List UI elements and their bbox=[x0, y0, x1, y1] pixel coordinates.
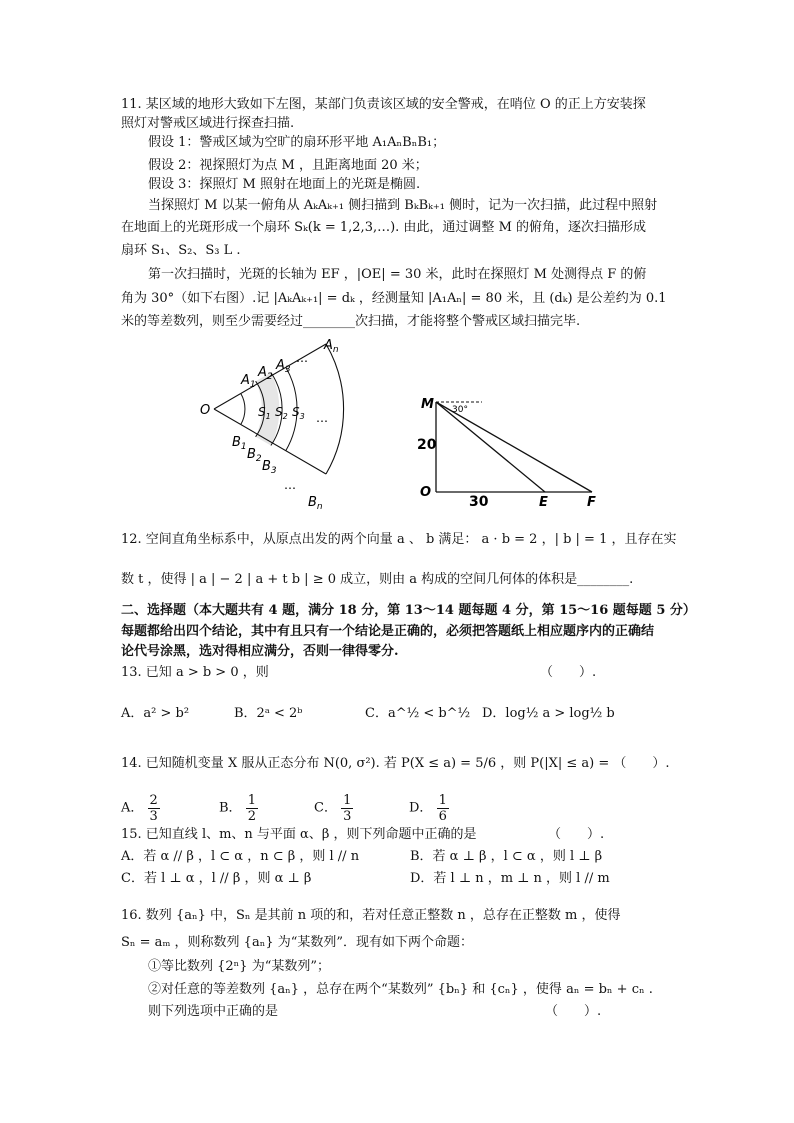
sector-annulus-figure bbox=[196, 334, 366, 514]
q14-option-b-fraction bbox=[246, 793, 258, 824]
label-o: O bbox=[200, 403, 211, 418]
segment-mf bbox=[436, 402, 592, 492]
q15-option-b: B．若 α ⊥ β ，l ⊂ α ，则 l ⊥ β bbox=[410, 849, 603, 864]
label-a3: $A_3$ bbox=[276, 358, 291, 375]
q14-option-c-label: C． bbox=[314, 800, 337, 816]
q11-assumption-2: 假设 2：视探照灯为点 M ，且距离地面 20 米； bbox=[148, 158, 428, 173]
q11-line-8: 扇环 S₁、S₂、S₃ L . bbox=[121, 243, 241, 258]
segment-me bbox=[436, 402, 545, 492]
label-an: $A_n$ bbox=[324, 338, 339, 355]
section2-line-2: 每题都给出四个结论，其中有且只有一个结论是正确的，必须把答题纸上相应题序内的正确结 bbox=[121, 624, 655, 639]
q14-option-c-den: 3 bbox=[343, 809, 352, 824]
label-b3: $B_3$ bbox=[262, 459, 277, 476]
q14-option-c bbox=[314, 793, 353, 827]
q16-answer-paren: （ ）. bbox=[545, 1004, 602, 1019]
q14-option-b bbox=[219, 793, 258, 827]
q14-option-d bbox=[409, 793, 449, 827]
q11-line-10: 角为 30°（如下右图）.记 |AₖAₖ₊₁| = dₖ ，经测量知 |A₁Aₙ| = 80 米，且 (dₖ) 是公差约为 0.1 bbox=[121, 291, 667, 306]
q15-option-d: D．若 l ⊥ n ，m ⊥ n ，则 l // m bbox=[410, 871, 610, 886]
label-bn: $B_n$ bbox=[308, 495, 323, 512]
q11-line-11: 米的等差数列，则至少需要经过________次扫描，才能将整个警戒区域扫描完毕. bbox=[121, 314, 581, 329]
q11-line-6: 当探照灯 M 以某一俯角从 AₖAₖ₊₁ 侧扫描到 BₖBₖ₊₁ 侧时，记为一次扫描，此过程中照射 bbox=[148, 198, 658, 213]
base-label: 30 bbox=[469, 494, 489, 510]
q14-option-d-den: 6 bbox=[438, 809, 447, 824]
q14-option-d-fraction bbox=[437, 793, 449, 824]
label-o-right: O bbox=[420, 485, 432, 500]
label-s1: $S_1$ bbox=[258, 405, 271, 421]
q16-line-2: Sₙ = aₘ ，则称数列 {aₙ} 为“某数列”．现有如下两个命题： bbox=[121, 935, 474, 950]
q16-line-5: 则下列选项中正确的是 bbox=[148, 1004, 279, 1019]
q14-option-d-num: 1 bbox=[438, 793, 447, 808]
q14-option-a-label: A． bbox=[121, 800, 144, 816]
q15-option-c: C．若 l ⊥ α ，l // β ，则 α ⊥ β bbox=[121, 871, 312, 886]
section2-line-1: 二、选择题（本大题共有 4 题，满分 18 分，第 13～14 题每题 4 分，第 15～16 题每题 5 分） bbox=[121, 603, 696, 618]
label-s3: $S_3$ bbox=[292, 405, 305, 421]
q11-assumption-1: 假设 1：警戒区域为空旷的扇环形平地 A₁AₙBₙB₁； bbox=[148, 135, 446, 150]
q14-option-c-num: 1 bbox=[343, 793, 352, 808]
label-m: M bbox=[421, 397, 434, 412]
q14-option-d-label: D． bbox=[409, 800, 433, 816]
q12-line-2: 数 t ，使得 | a | − 2 | a + t b | ≥ 0 成立，则由 a 构成的空间几何体的体积是________. bbox=[121, 572, 634, 587]
searchlight-triangle-figure bbox=[414, 392, 604, 510]
q16-line-1: 16. 数列 {aₙ} 中，Sₙ 是其前 n 项的和，若对任意正整数 n ，总存在正整数 m ，使得 bbox=[121, 908, 621, 923]
label-a2: $A_2$ bbox=[258, 365, 273, 382]
q15-option-a: A．若 α // β ，l ⊂ α ，n ⊂ β ，则 l // n bbox=[121, 849, 360, 864]
label-b1: $B_1$ bbox=[232, 435, 247, 452]
q14-option-a-num: 2 bbox=[149, 793, 158, 808]
label-b2: $B_2$ bbox=[247, 447, 262, 464]
dots-middle: … bbox=[316, 411, 328, 425]
q11-line-7: 在地面上的光斑形成一个扇环 Sₖ(k = 1,2,3,…). 由此，通过调整 M 的俯角，逐次扫描形成 bbox=[121, 220, 647, 235]
q14-option-b-den: 2 bbox=[247, 809, 256, 824]
label-a1: $A_1$ bbox=[241, 373, 256, 390]
q11-assumption-3: 假设 3：探照灯 M 照射在地面上的光斑是椭圆. bbox=[148, 177, 421, 192]
height-label: 20 bbox=[417, 437, 437, 453]
q11-line-2: 照灯对警戒区域进行探查扫描. bbox=[121, 116, 295, 131]
q13-stem: 13. 已知 a > b > 0 ，则 bbox=[121, 665, 269, 680]
q14-option-b-label: B． bbox=[219, 800, 242, 816]
q12-line-1: 12. 空间直角坐标系中，从原点出发的两个向量 a 、 b 满足： a · b = 2 ，| b | = 1 ，且存在实 bbox=[121, 532, 677, 547]
q13-option-b: B．2ᵃ < 2ᵇ bbox=[234, 706, 303, 721]
q14-option-a-fraction bbox=[148, 793, 160, 824]
q15-answer-paren: （ ）. bbox=[548, 827, 605, 842]
label-e: E bbox=[539, 495, 548, 510]
q15-stem: 15. 已知直线 l、m、n 与平面 α、β ，则下列命题中正确的是 bbox=[121, 827, 477, 842]
q11-line-9: 第一次扫描时，光斑的长轴为 EF ，|OE| = 30 米，此时在探照灯 M 处测得点 F 的俯 bbox=[148, 267, 647, 282]
dots-bottom: … bbox=[284, 478, 296, 492]
q13-answer-paren: （ ）. bbox=[540, 665, 597, 680]
q11-line-1: 11. 某区域的地形大致如下左图，某部门负责该区域的安全警戒，在哨位 O 的正上方安装探 bbox=[121, 97, 646, 112]
angle-label: 30° bbox=[452, 405, 468, 415]
arc-inner bbox=[241, 394, 245, 425]
section2-line-3: 论代号涂黑，选对得相应满分，否则一律得零分. bbox=[121, 644, 399, 659]
q16-proposition-1: ①等比数列 {2ⁿ} 为“某数列”； bbox=[148, 959, 330, 974]
q13-option-a: A．a² > b² bbox=[121, 706, 190, 721]
arc-outer bbox=[326, 344, 344, 474]
q14-option-c-fraction bbox=[341, 793, 353, 824]
q16-proposition-2: ②对任意的等差数列 {aₙ} ，总存在两个“某数列” {bₙ} 和 {cₙ} ，使得 aₙ = bₙ + cₙ . bbox=[148, 982, 653, 997]
label-s2: $S_2$ bbox=[275, 405, 288, 421]
q13-option-d: D．log½ a > log½ b bbox=[482, 706, 615, 721]
label-f: F bbox=[587, 495, 596, 510]
q14-option-b-num: 1 bbox=[247, 793, 256, 808]
q13-option-c: C．a^½ < b^½ bbox=[365, 706, 471, 721]
dots-top: … bbox=[296, 351, 308, 365]
q14-stem: 14. 已知随机变量 X 服从正态分布 N(0, σ²). 若 P(X ≤ a) = 5/6 ，则 P(|X| ≤ a) = （ ）. bbox=[121, 756, 670, 771]
q14-option-a-den: 3 bbox=[149, 809, 158, 824]
q14-option-a bbox=[121, 793, 160, 827]
